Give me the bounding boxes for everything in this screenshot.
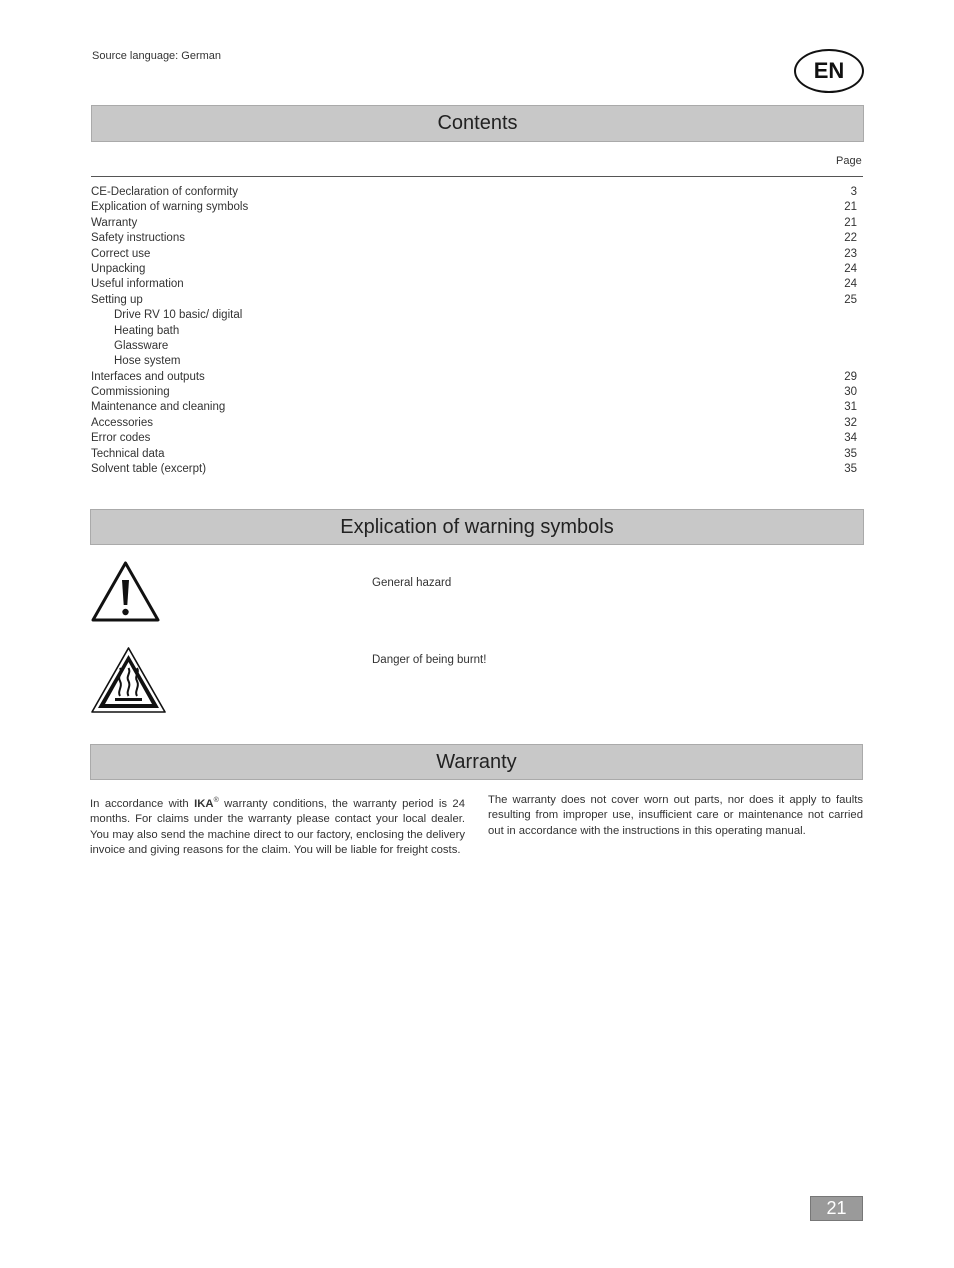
toc-entry (91, 308, 857, 323)
general-hazard-label: General hazard (372, 577, 452, 589)
toc-entry-title: Safety instructions (91, 232, 185, 245)
toc-entry-page: 3 (850, 186, 857, 198)
warning-symbols-heading: Explication of warning symbols (90, 509, 864, 545)
toc-entry-title: Maintenance and cleaning (91, 401, 226, 414)
toc-entry-title: Setting up (91, 293, 143, 306)
warranty-paragraph-1: In accordance with IKA® warranty conditions, the warranty period is 24 months. For claims under the warranty please contact your local dealer. You may also send the machine direct to our factory, enclosing the delivery invoice and giving reasons for the claim. You will be liable for freight costs. (90, 797, 465, 856)
toc-entry (91, 277, 857, 292)
toc-entry (91, 462, 857, 477)
toc-list (91, 185, 857, 477)
toc-entry (91, 293, 857, 308)
toc-entry (91, 370, 857, 385)
toc-page-column-label: Page (836, 155, 862, 167)
toc-entry (91, 185, 857, 200)
toc-entry-page: 34 (844, 432, 857, 445)
toc-entry-title: Drive RV 10 basic/ digital (114, 309, 243, 322)
language-badge: EN (794, 49, 864, 93)
toc-entry-title: Hose system (114, 355, 181, 368)
toc-entry (91, 385, 857, 400)
toc-entry (91, 400, 857, 415)
toc-entry-page: 21 (844, 201, 857, 214)
toc-entry-page: 24 (844, 278, 857, 291)
warranty-paragraph-2: The warranty does not cover worn out parts, nor does it apply to faults resulting from improper use, insufficient care or maintenance not carried out in accordance with the instructions in this operating manual. (488, 794, 863, 837)
toc-entry-page: 30 (844, 386, 857, 399)
toc-entry-page: 31 (844, 401, 857, 414)
toc-entry-page: 29 (844, 370, 857, 383)
toc-entry (91, 431, 857, 446)
toc-entry-title: Useful information (91, 278, 184, 291)
brand-name: IKA (194, 797, 214, 810)
contents-heading: Contents (91, 105, 864, 142)
toc-entry (91, 200, 857, 215)
toc-entry-page: 23 (844, 247, 857, 260)
toc-entry-title: Solvent table (excerpt) (91, 463, 207, 476)
general-hazard-icon (90, 560, 161, 623)
toc-entry-title: Glassware (114, 339, 169, 352)
toc-entry (91, 339, 857, 354)
toc-entry-title: Heating bath (114, 324, 180, 337)
toc-entry (91, 262, 857, 277)
hot-surface-icon (90, 646, 167, 714)
toc-entry-page: 21 (844, 216, 857, 229)
toc-entry-title: Unpacking (91, 262, 146, 275)
toc-entry (91, 247, 857, 262)
toc-entry-page: 22 (844, 232, 857, 245)
toc-entry-title: Warranty (91, 216, 138, 229)
toc-entry (91, 416, 857, 431)
toc-entry (91, 324, 857, 339)
toc-entry-page: 32 (844, 416, 857, 429)
toc-entry-title: Technical data (91, 447, 165, 460)
toc-entry-page: 24 (844, 262, 857, 275)
toc-entry (91, 354, 857, 369)
page-number: 21 (810, 1196, 863, 1221)
toc-entry-page: 25 (844, 293, 857, 306)
warranty-heading: Warranty (90, 744, 863, 780)
toc-entry-title: Interfaces and outputs (91, 370, 205, 383)
toc-entry-title: Error codes (91, 432, 151, 445)
toc-entry (91, 447, 857, 462)
toc-entry-title: Commissioning (91, 386, 170, 399)
toc-divider (91, 176, 863, 177)
burn-danger-label: Danger of being burnt! (372, 654, 487, 666)
registered-mark: ® (213, 797, 219, 804)
toc-entry-page: 35 (844, 463, 857, 476)
toc-entry (91, 231, 857, 246)
toc-entry-title: CE-Declaration of conformity (91, 186, 238, 198)
toc-entry (91, 216, 857, 231)
toc-entry-title: Accessories (91, 416, 153, 429)
toc-entry-page: 35 (844, 447, 857, 460)
source-language-note: Source language: German (92, 50, 222, 62)
toc-entry-title: Correct use (91, 247, 151, 260)
toc-entry-title: Explication of warning symbols (91, 201, 249, 214)
